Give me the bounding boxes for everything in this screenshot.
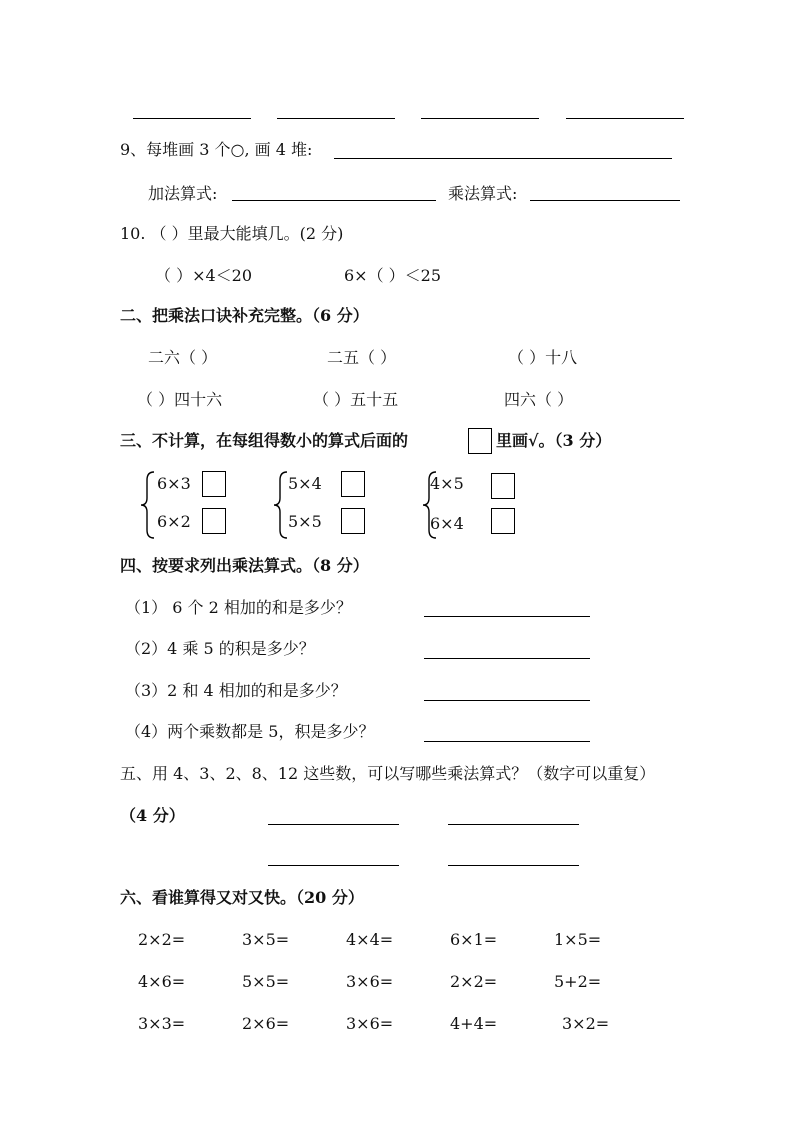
s3-expr: 6×2 xyxy=(157,512,191,531)
answer-line[interactable] xyxy=(277,118,395,119)
s2-item: 二六（ ） xyxy=(148,348,218,367)
q9-mul-line[interactable] xyxy=(530,200,680,201)
s4-item: （2）4 乘 5 的积是多少？ xyxy=(125,639,315,658)
brace-icon xyxy=(273,470,289,540)
s6-problem: 3×3= xyxy=(138,1014,186,1033)
s2-item: 二五（ ） xyxy=(327,348,397,367)
s4-item: （4）两个乘数都是 5，积是多少？ xyxy=(125,722,375,741)
q10-title: 10. （ ）里最大能填几。(2 分) xyxy=(120,224,344,243)
s3-check-box[interactable] xyxy=(341,508,365,534)
s6-problem: 4×6= xyxy=(138,972,186,991)
s4-answer-line[interactable] xyxy=(424,700,590,701)
brace-icon xyxy=(140,470,156,540)
s3-expr: 4×5 xyxy=(430,474,464,493)
s4-item: （1） 6 个 2 相加的和是多少？ xyxy=(125,598,352,617)
s2-item: （ ）五十五 xyxy=(313,390,399,409)
s4-title: 四、按要求列出乘法算式。（8 分） xyxy=(120,556,369,575)
s2-item: 四六（ ） xyxy=(504,390,574,409)
s6-problem: 2×2= xyxy=(450,972,498,991)
s3-expr: 5×4 xyxy=(288,474,322,493)
s6-title: 六、看谁算得又对又快。（20 分） xyxy=(120,888,364,907)
s5-answer-line[interactable] xyxy=(448,865,579,866)
s3-expr: 6×3 xyxy=(157,474,191,493)
s2-item: （ ）十八 xyxy=(508,348,578,367)
s4-answer-line[interactable] xyxy=(424,741,590,742)
s6-problem: 5×5= xyxy=(242,972,290,991)
s5-answer-line[interactable] xyxy=(268,824,399,825)
s3-check-box[interactable] xyxy=(491,473,515,499)
s6-problem: 2×6= xyxy=(242,1014,290,1033)
s4-answer-line[interactable] xyxy=(424,658,590,659)
answer-line[interactable] xyxy=(133,118,251,119)
s3-expr: 6×4 xyxy=(430,514,464,533)
s3-check-box[interactable] xyxy=(202,471,226,497)
s5-title: 五、用 4、3、2、8、12 这些数，可以写哪些乘法算式？（数字可以重复） xyxy=(120,764,656,783)
s6-problem: 3×2= xyxy=(562,1014,610,1033)
s3-expr: 5×5 xyxy=(288,512,322,531)
s2-item: （ ）四十六 xyxy=(137,390,223,409)
s4-answer-line[interactable] xyxy=(424,616,590,617)
s5-answer-line[interactable] xyxy=(268,865,399,866)
q10-expr2: 6×（ ）＜25 xyxy=(344,266,442,285)
s3-check-box[interactable] xyxy=(202,508,226,534)
s6-problem: 3×6= xyxy=(346,1014,394,1033)
answer-line[interactable] xyxy=(566,118,684,119)
s6-problem: 3×5= xyxy=(242,930,290,949)
s4-item: （3）2 和 4 相加的和是多少？ xyxy=(125,681,347,700)
s6-problem: 6×1= xyxy=(450,930,498,949)
q9-add-line[interactable] xyxy=(232,200,436,201)
s6-problem: 5+2= xyxy=(554,972,602,991)
q10-expr1: （ ）×4＜20 xyxy=(155,266,253,285)
q9-add-label: 加法算式: xyxy=(148,184,218,203)
s6-problem: 4×4= xyxy=(346,930,394,949)
answer-line[interactable] xyxy=(421,118,539,119)
q9-mul-label: 乘法算式: xyxy=(448,184,518,203)
s6-problem: 4+4= xyxy=(450,1014,498,1033)
s3-title-part1: 三、不计算，在每组得数小的算式后面的 xyxy=(120,431,409,450)
s3-title-part2: 里画√。（3 分） xyxy=(496,431,612,450)
s6-problem: 1×5= xyxy=(554,930,602,949)
s2-title: 二、把乘法口诀补充完整。（6 分） xyxy=(120,306,369,325)
s6-problem: 2×2= xyxy=(138,930,186,949)
s3-check-box[interactable] xyxy=(341,471,365,497)
s5-score: （4 分） xyxy=(120,806,185,825)
s3-title-sample-box xyxy=(468,428,492,454)
s3-check-box[interactable] xyxy=(491,508,515,534)
q9-text: 9、每堆画 3 个○, 画 4 堆: xyxy=(120,140,313,159)
s5-answer-line[interactable] xyxy=(448,824,579,825)
s6-problem: 3×6= xyxy=(346,972,394,991)
q9-draw-line[interactable] xyxy=(334,158,672,159)
